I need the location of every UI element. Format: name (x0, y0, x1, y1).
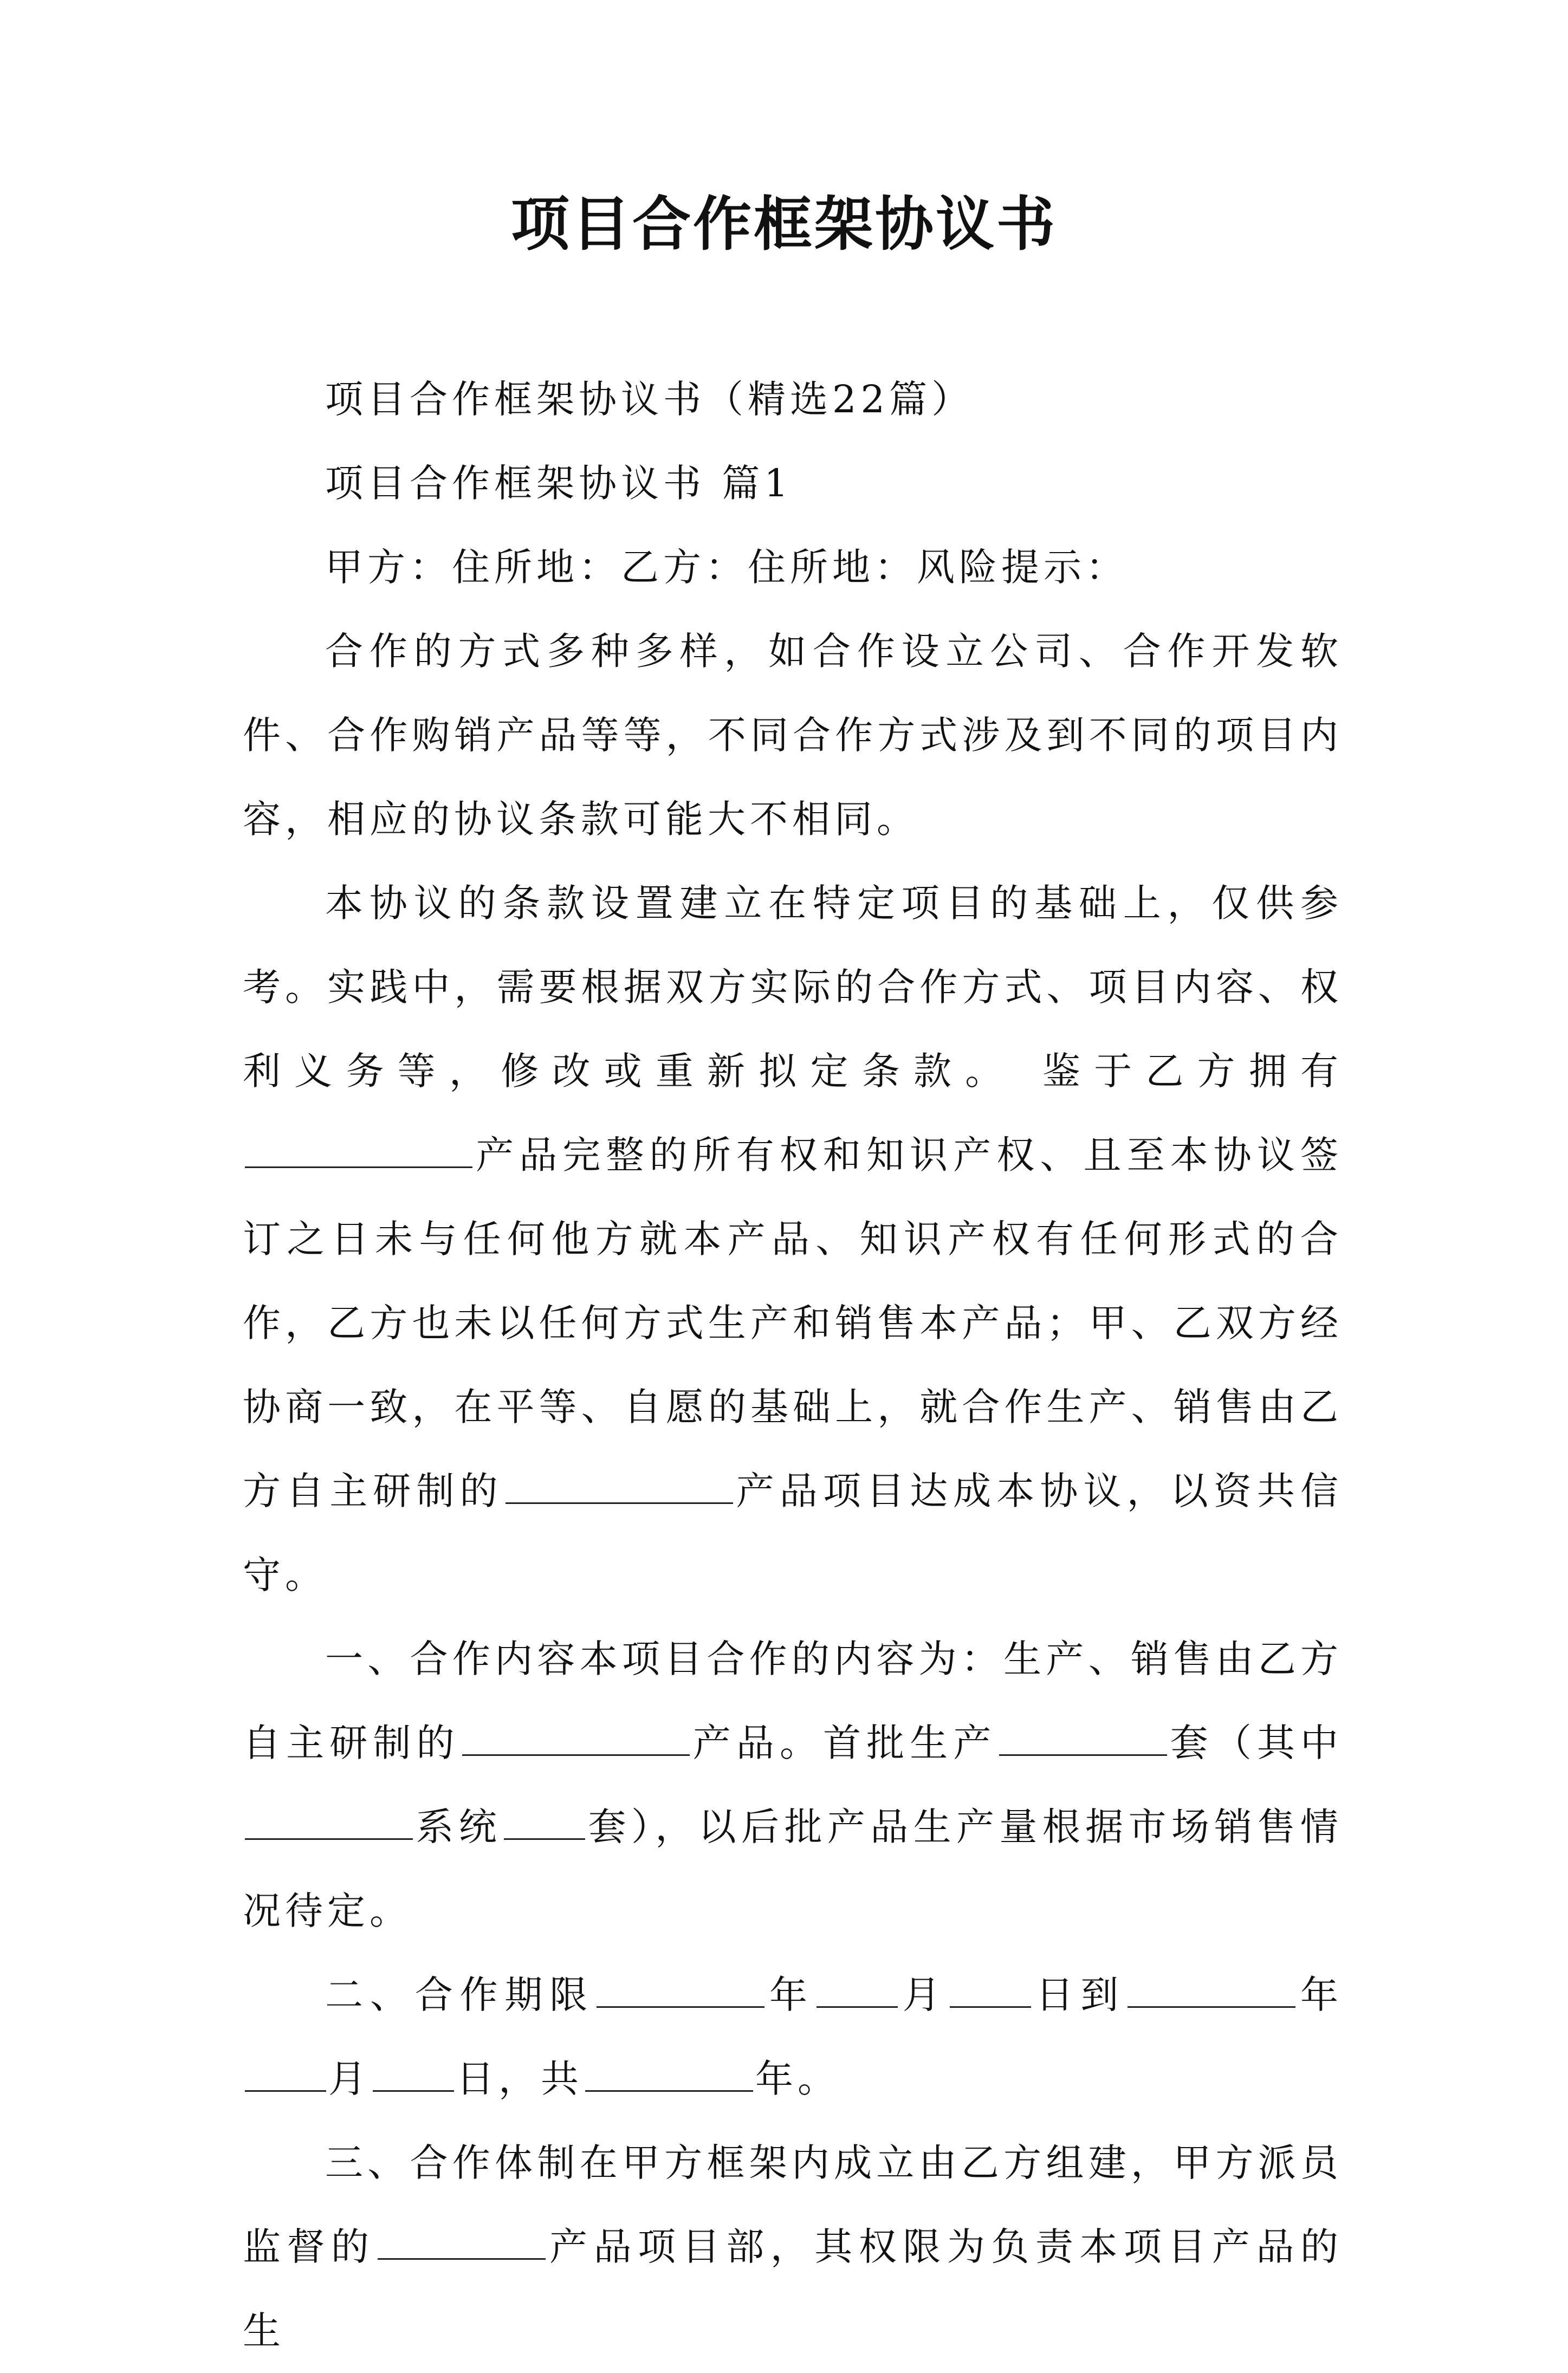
paragraph-text: 日到 (1033, 1973, 1126, 2017)
fill-blank (462, 1716, 690, 1756)
paragraph-text: 一、合作内容本项目合作的内容为：生产、销售由乙方自主研制的 (243, 1637, 1343, 1765)
paragraph-text: 产品项目达成本协议，以资共信守。 (243, 1469, 1343, 1597)
paragraph-text: 系统 (415, 1805, 502, 1849)
paragraph-text: 项目合作框架协议书（精选22篇） (325, 377, 974, 422)
document-body (243, 358, 1343, 2373)
fill-blank (1128, 1968, 1295, 2008)
paragraph-text: 套），以后批产品生产量根据市场销售情况待定。 (243, 1805, 1343, 1933)
paragraph-text: 月 (328, 2057, 371, 2101)
fill-blank (506, 1464, 733, 1504)
fill-blank (378, 2220, 546, 2260)
paragraph-subtitle (243, 358, 1343, 442)
paragraph-text: 年。 (755, 2057, 840, 2101)
paragraph-cooperation-modes (243, 610, 1343, 861)
fill-blank (999, 1716, 1167, 1756)
paragraph-text: 年 (1298, 1973, 1343, 2017)
paragraph-text: 甲方：住所地：乙方：住所地：风险提示： (325, 545, 1128, 589)
fill-blank (245, 2052, 326, 2092)
paragraph-text: 项目合作框架协议书 篇1 (325, 461, 793, 505)
paragraph-section-heading (243, 442, 1343, 526)
paragraph-clause-term (243, 1953, 1343, 2121)
paragraph-text: 本协议的条款设置建立在特定项目的基础上，仅供参考。实践中，需要根据双方实际的合作方式、项目内容、权利义务等，修改或重新拟定条款。 鉴于乙方拥有 (243, 881, 1343, 1093)
document-title: 项目合作框架协议书 (510, 191, 1057, 258)
paragraph-text: 合作的方式多种多样，如合作设立公司、合作开发软件、合作购销产品等等，不同合作方式涉及到不同的项目内容，相应的协议条款可能大不相同。 (243, 629, 1343, 841)
paragraph-text: 二、合作期限 (325, 1973, 595, 2017)
fill-blank (373, 2052, 454, 2092)
fill-blank (597, 1968, 764, 2008)
paragraph-text: 产品。首批生产 (691, 1721, 997, 1765)
fill-blank (245, 1800, 413, 1840)
paragraph-text: 产品完整的所有权和知识产权、且至本协议签订之日未与任何他方就本产品、知识产权有任何形式的合作，乙方也未以任何方式生产和销售本产品；甲、乙双方经协商一致，在平等、自愿的基础上，就合作生产、销售由乙方自主研制的 (243, 1133, 1343, 1513)
fill-blank (817, 1968, 898, 2008)
paragraph-text: 产品项目部，其权限为负责本项目产品的生 (243, 2225, 1343, 2353)
paragraph-clause-content (243, 1617, 1343, 1953)
paragraph-text: 三、合作体制在甲方框架内成立由乙方组建，甲方派员监督的 (243, 2141, 1343, 2269)
fill-blank (585, 2052, 753, 2092)
paragraph-clause-structure (243, 2121, 1343, 2373)
paragraph-text: 套（其中 (1169, 1721, 1343, 1765)
paragraph-parties (243, 526, 1343, 610)
fill-blank (504, 1800, 585, 1840)
fill-blank (950, 1968, 1031, 2008)
paragraph-text: 年 (767, 1973, 814, 2017)
paragraph-preamble (243, 861, 1343, 1617)
fill-blank (245, 1129, 472, 1168)
paragraph-text: 日，共 (456, 2057, 583, 2101)
paragraph-text: 月 (899, 1973, 948, 2017)
